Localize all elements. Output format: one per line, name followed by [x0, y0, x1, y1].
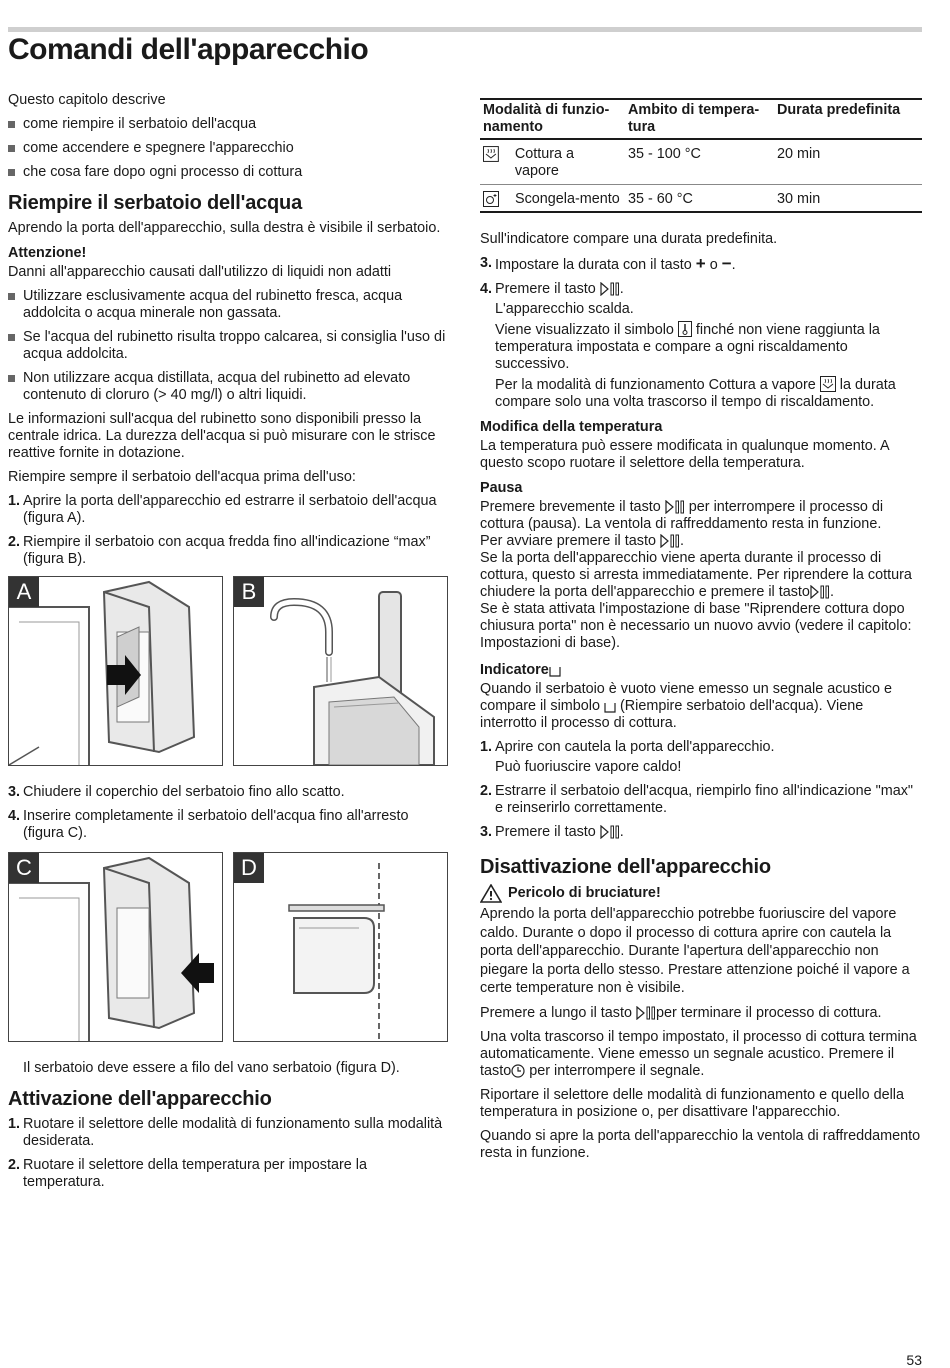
text-fragment: Premere brevemente il tasto: [480, 499, 661, 515]
defrost-icon: [483, 191, 499, 207]
table-cell: 35 - 100 °C: [625, 139, 774, 185]
long-press-text: [480, 1005, 922, 1022]
step-text: o: [709, 257, 718, 273]
steps-list-duration: [480, 255, 922, 411]
reset-text: Riportare il selettore delle modalità di funzionamento e quello della temperatura in posizione o, per disattivare l'apparecchio.: [480, 1086, 904, 1120]
step-text: Ruotare il selettore della temperatura per impostare la temperatura.: [23, 1157, 367, 1190]
arrow-left-icon: [9, 853, 223, 1041]
figure-label: A: [9, 577, 39, 607]
figure-row-ab: [8, 576, 448, 766]
step-text: Chiudere il coperchio del serbatoio fino allo scatto.: [23, 784, 345, 800]
water-tank-icon: [604, 701, 616, 713]
step-item: [8, 808, 448, 842]
step-subtext: Può fuoriuscire vapore caldo!: [495, 759, 682, 775]
section-heading-fill: Riempire il serbatoio dell'acqua: [8, 192, 303, 214]
burn-warning-text: Aprendo la porta dell'apparecchio potrebbe fuoriuscire del vapore caldo. Durante o dopo il processo di cottura aprire con cautela la porta dell'apparecchio. Durante l'apertura dell'apparecchio non piegare la porta dello stesso. Prestare attenzione poiché il vapore a certe temperature non è visibile.: [480, 906, 910, 996]
text-fragment: la durata compare solo una volta trascorso il tempo di riscaldamento.: [495, 377, 896, 410]
fill-always-paragraph: Riempire sempre il serbatoio dell'acqua prima dell'uso:: [8, 469, 356, 485]
table-row: [480, 139, 922, 185]
step-subtext: L'apparecchio scalda.: [495, 301, 634, 317]
thermometer-icon: [678, 321, 692, 337]
section-heading-off: Disattivazione dell'apparecchio: [480, 856, 771, 878]
modes-table: [480, 102, 922, 213]
text-fragment: Per la modalità di funzionamento Cottura a vapore: [495, 377, 816, 393]
start-pause-icon: [660, 534, 680, 548]
water-info-paragraph: Le informazioni sull'acqua del rubinetto sono disponibili presso la centrale idrica. La durezza dell'acqua si può misurare con le strisce reattive fornite in dotazione.: [8, 411, 436, 461]
list-item: come riempire il serbatoio dell'acqua: [8, 116, 448, 133]
page-number: 53: [906, 1352, 922, 1368]
text-fragment: Una volta trascorso il tempo impostato, il processo di cottura termina automaticamente. Viene emesso un segnale acustico. Premere il tasto: [480, 1028, 917, 1079]
steam-cooking-icon: [483, 146, 499, 162]
plus-icon: +: [695, 254, 706, 273]
page-title: Comandi dell'apparecchio: [8, 33, 369, 66]
table-cell: 30 min: [774, 185, 922, 213]
step-text: Riempire il serbatoio con acqua fredda fino all'indicazione “max” (figura B).: [23, 534, 431, 567]
step-number: 4.: [480, 281, 493, 297]
step-text: Impostare la durata con il tasto: [495, 257, 692, 273]
text-fragment: (Riempire serbatoio dell'acqua). Viene interrotto il processo di cottura.: [480, 698, 864, 731]
pause-text: [480, 499, 922, 533]
step-item: [8, 534, 448, 568]
list-item: Utilizzare esclusivamente acqua del rubinetto fresca, acqua addolcita o acqua minerale non gassata.: [8, 288, 448, 322]
text-fragment: Premere a lungo il tasto: [480, 1004, 632, 1021]
step-text: Aprire con cautela la porta dell'apparecchio.: [495, 739, 775, 755]
figure-b: [233, 576, 448, 766]
step-text: Aprire la porta dell'apparecchio ed estrarre il serbatoio dell'acqua (figura A).: [23, 493, 437, 526]
step-item: [8, 493, 448, 527]
step-number: 1.: [8, 493, 21, 509]
list-item: che cosa fare dopo ogni processo di cottura: [8, 164, 448, 181]
table-cell: 20 min: [774, 139, 922, 185]
figure-label: D: [234, 853, 264, 883]
attention-heading: Attenzione!: [8, 245, 87, 261]
step-text: Inserire completamente il serbatoio dell'acqua fino all'arresto (figura C).: [23, 808, 409, 841]
section-heading-activate: Attivazione dell'apparecchio: [8, 1088, 272, 1110]
list-item: Non utilizzare acqua distillata, acqua del rubinetto ad elevato contenuto di cloruro (> 40 mg/l) o altri liquidi.: [8, 370, 448, 404]
mode-name: Cottura a vapore: [514, 146, 575, 179]
start-pause-icon: [600, 282, 620, 296]
text-fragment: Pericolo di bruciature!: [508, 885, 661, 901]
water-tank-icon: [549, 665, 561, 677]
step-number: 1.: [480, 739, 493, 755]
modes-table-wrapper: [480, 98, 922, 213]
table-cell: [480, 139, 625, 185]
step-item: 3. Impostare la durata con il tasto + o −.: [480, 254, 736, 273]
left-column: [8, 92, 448, 1198]
step-number: 4.: [8, 808, 21, 824]
table-header: Ambito di tempera-tura: [625, 102, 774, 139]
text-fragment: per interrompere il processo di cottura (pausa). La ventola di raffreddamento resta in funzione.: [480, 499, 884, 532]
indicator-heading: [480, 662, 922, 679]
fill-paragraph: Aprendo la porta dell'apparecchio, sulla destra è visibile il serbatoio.: [8, 220, 441, 236]
step-item: [8, 1157, 448, 1191]
text-fragment: Quando il serbatoio è vuoto viene emesso un segnale acustico e compare il simbolo: [480, 681, 892, 714]
list-item: Se l'acqua del rubinetto risulta troppo calcarea, si consiglia l'uso di acqua addolcita.: [8, 329, 448, 363]
start-pause-icon: [600, 825, 620, 839]
steps-list-c: [8, 1116, 448, 1191]
text-fragment: Indicatore: [480, 662, 549, 678]
right-column: [480, 98, 922, 1169]
step-text: Estrarre il serbatoio dell'acqua, riempirlo fino all'indicazione "max" e reinserirlo correttamente.: [495, 783, 914, 816]
figure-d: [233, 852, 448, 1042]
step-text: Premere il tasto: [495, 824, 596, 840]
mode-name: Scongela-mento: [515, 191, 620, 207]
arrow-right-icon: [9, 577, 223, 765]
start-pause-icon: [636, 1006, 656, 1020]
table-header: Durata predefinita: [774, 102, 922, 139]
header-rule: [8, 27, 922, 32]
text-fragment: finché non viene raggiunta la temperatura impostata e compare a ogni riscaldamento successivo.: [495, 322, 880, 372]
step-item: 3. Premere il tasto .: [480, 824, 624, 840]
warning-icon: [480, 884, 502, 903]
step-item: 4. Premere il tasto . L'apparecchio scalda. Viene visualizzato il simbolo finché non viene raggiunta la temperatura impostata e compare a ogni riscaldamento successivo. Per la modalità di funzionamento Cottura a vapore la durata compare solo una volta trascorso il tempo di riscaldamento.: [480, 281, 922, 411]
step-number: 2.: [480, 783, 493, 799]
start-pause-icon: [665, 500, 685, 514]
display-note: Sull'indicatore compare una durata predefinita.: [480, 231, 778, 247]
intro-text: Questo capitolo descrive: [8, 92, 166, 108]
steps-list-empty: [480, 739, 922, 841]
step-item: [8, 784, 448, 801]
attention-text: Danni all'apparecchio causati dall'utilizzo di liquidi non adatti: [8, 264, 392, 280]
burn-warning: [480, 884, 922, 998]
figure-row-cd: [8, 852, 448, 1042]
minus-icon: −: [721, 254, 732, 273]
steam-cooking-icon: [820, 376, 836, 392]
table-header: Modalità di funzio-namento: [480, 102, 625, 139]
step-item: [8, 1116, 448, 1150]
step-subtext: [495, 376, 922, 411]
clock-icon: [511, 1064, 525, 1078]
pause-text: Se la porta dell'apparecchio viene aperta durante il processo di cottura, questo si arresta immediatamente. Per riprendere la cottura chiudere la porta dell'apparecchio e premere il tasto .: [480, 550, 912, 600]
step-number: 2.: [8, 534, 21, 550]
text-fragment: Se la porta dell'apparecchio viene aperta durante il processo di cottura, questo si arresta immediatamente. Per riprendere la cottura chiudere la porta dell'apparecchio e premere il tasto: [480, 550, 912, 600]
step-item: [480, 739, 922, 776]
temperature-text: La temperatura può essere modificata in qualunque momento. A questo scopo ruotare il selettore della temperatura.: [480, 438, 889, 471]
indicator-text: [480, 681, 922, 732]
step-number: 3.: [8, 784, 21, 800]
fan-text: Quando si apre la porta dell'apparecchio la ventola di raffreddamento resta in funzione.: [480, 1127, 921, 1161]
steps-list-a: [8, 493, 448, 568]
text-fragment: per terminare il processo di cottura.: [655, 1004, 882, 1021]
temperature-heading: Modifica della temperatura: [480, 419, 663, 435]
steps-list-b: [8, 784, 448, 842]
burn-warning-heading: [480, 884, 922, 903]
flush-note: Il serbatoio deve essere a filo del vano serbatoio (figura D).: [23, 1060, 400, 1076]
timer-text: [480, 1029, 922, 1080]
table-row: [480, 185, 922, 213]
step-text: Premere il tasto: [495, 281, 596, 297]
figure-a: [8, 576, 223, 766]
step-text: Ruotare il selettore delle modalità di funzionamento sulla modalità desiderata.: [23, 1116, 443, 1149]
start-pause-icon: [810, 585, 830, 599]
attention-list: [8, 288, 448, 404]
text-fragment: per interrompere il segnale.: [529, 1062, 705, 1079]
pause-text: Per avviare premere il tasto .: [480, 533, 684, 549]
text-fragment: Per avviare premere il tasto: [480, 533, 656, 549]
pause-heading: Pausa: [480, 480, 523, 496]
step-subtext: [495, 321, 922, 373]
table-cell: [480, 185, 625, 213]
step-number: 3.: [480, 255, 493, 271]
step-number: 2.: [8, 1157, 21, 1173]
tank-filling-illustration: [234, 577, 448, 765]
figure-label: B: [234, 577, 264, 607]
step-number: 3.: [480, 824, 493, 840]
figure-c: [8, 852, 223, 1042]
step-number: 1.: [8, 1116, 21, 1132]
step-item: [480, 783, 922, 817]
list-item: come accendere e spegnere l'apparecchio: [8, 140, 448, 157]
pause-text: Se è stata attivata l'impostazione di base "Riprendere cottura dopo chiusura porta" non è necessario un nuovo avvio (vedere il capitolo: Impostazioni di base).: [480, 601, 912, 651]
intro-list: [8, 116, 448, 181]
figure-label: C: [9, 853, 39, 883]
table-cell: 35 - 60 °C: [625, 185, 774, 213]
text-fragment: Viene visualizzato il simbolo: [495, 322, 674, 338]
tank-flush-illustration: [234, 853, 448, 1041]
